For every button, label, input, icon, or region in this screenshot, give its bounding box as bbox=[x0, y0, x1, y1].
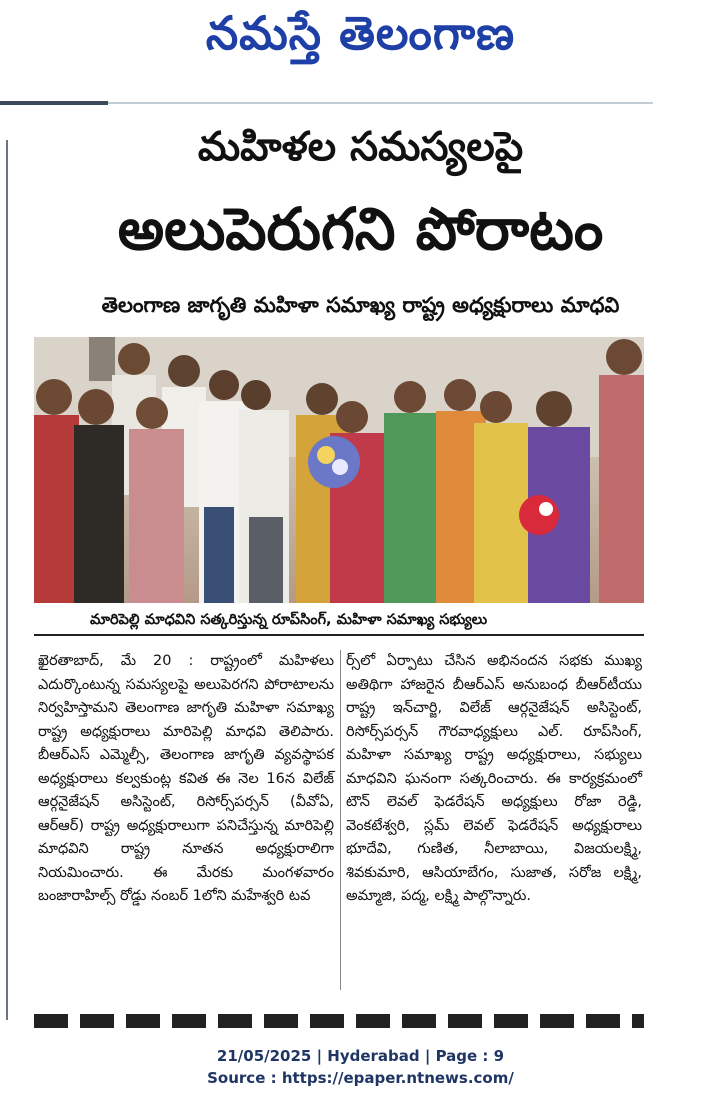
article-kicker: మహిళల సమస్యలపై bbox=[197, 124, 524, 170]
article-subhead: తెలంగాణ జాగృతి మహిళా సమాఖ్య రాష్ట్ర అధ్యక్షురాలు మాధవి bbox=[101, 293, 620, 317]
article-column-2: ర్స్‌లో ఏర్పాటు చేసిన అభినందన సభకు ముఖ్య అతిథిగా హాజరైన బీఆర్ఎస్ అనుబంధ బీఆర్‌టీయు రాష్ట్ర ఇన్‌చార్జి, విలేజ్ ఆర్గనైజేషన్ అసిస్టెంట్, రిసోర్స్‌పర్సన్ గౌరవాధ్యక్షులు ఎల్. రూప్‌సింగ్, మహిళా సమాఖ్య రాష్ట్ర అధ్యక్షురాలు, సభ్యులు మాధవిని ఘనంగా సత్కరించారు. ఈ కార్యక్రమంలో టౌన్ లెవల్ ఫెడరేషన్ అధ్యక్షులు రోజా రెడ్డి, వెంకటేశ్వరి, స్లమ్ లెవల్ ఫెడరేషన్ అధ్యక్షురాలు భూదేవి, గుణిత, నీలాబాయి, విజయలక్ష్మి, శివకుమారి, ఆసియాబేగం, సుజాత, సరోజ లక్ష్మి, అమ్మాజి, పద్మ, లక్ష్మి పాల్గొన్నారు. bbox=[346, 653, 642, 904]
photo-caption: మారిపెల్లి మాధవిని సత్కరిస్తున్న రూప్‌సింగ్, మహిళా సమాఖ్య సభ్యులు bbox=[34, 606, 644, 636]
article-column-1: ఖైరతాబాద్, మే 20 : రాష్ట్రంలో మహిళలు ఎదుర్కొంటున్న సమస్యలపై అలుపెరగని పోరాటాలను నిర్వహిస్తామని తెలంగాణ జాగృతి మహిళా సమాఖ్య రాష్ట్ర అధ్యక్షురాలు మారిపెల్లి మాధవి తెలిపారు. బీఆర్ఎస్ ఎమ్మెల్సీ, తెలంగాణ జాగృతి వ్యవస్థాపక అధ్యక్షురాలు కల్వకుంట్ల కవిత ఈ నెల 16న విలేజ్ ఆర్గనైజేషన్ అసిస్టెంట్, రిసోర్స్‌పర్సన్ (వీవోఏ, ఆర్‌ఆర్) రాష్ట్ర అధ్యక్షురాలుగా పనిచేస్తున్న మారిపెల్లి మాధవిని రాష్ట్ర నూతన అధ్యక్షురాలిగా నియమించారు. ఈ మేరకు మంగళవారం బంజారాహిల్స్ రోడ్డు నంబర్ 1లోని మహేశ్వరి టవ bbox=[38, 653, 334, 904]
edition-line: 21/05/2025 | Hyderabad | Page : 9 bbox=[216, 1047, 505, 1065]
header-rule bbox=[0, 101, 108, 105]
next-headline-cutoff bbox=[34, 1014, 644, 1028]
article-headline: అలుపెరుగని పోరాటం bbox=[117, 195, 604, 263]
page-footer bbox=[0, 1045, 721, 1089]
column-divider bbox=[340, 650, 341, 990]
news-photo bbox=[34, 337, 644, 603]
masthead-title: నమస్తే తెలంగాణ bbox=[205, 6, 516, 60]
group-photo-illustration bbox=[34, 337, 644, 603]
masthead bbox=[0, 0, 721, 60]
source-line: Source : https://epaper.ntnews.com/ bbox=[207, 1069, 514, 1087]
header-rule-light bbox=[108, 102, 653, 104]
